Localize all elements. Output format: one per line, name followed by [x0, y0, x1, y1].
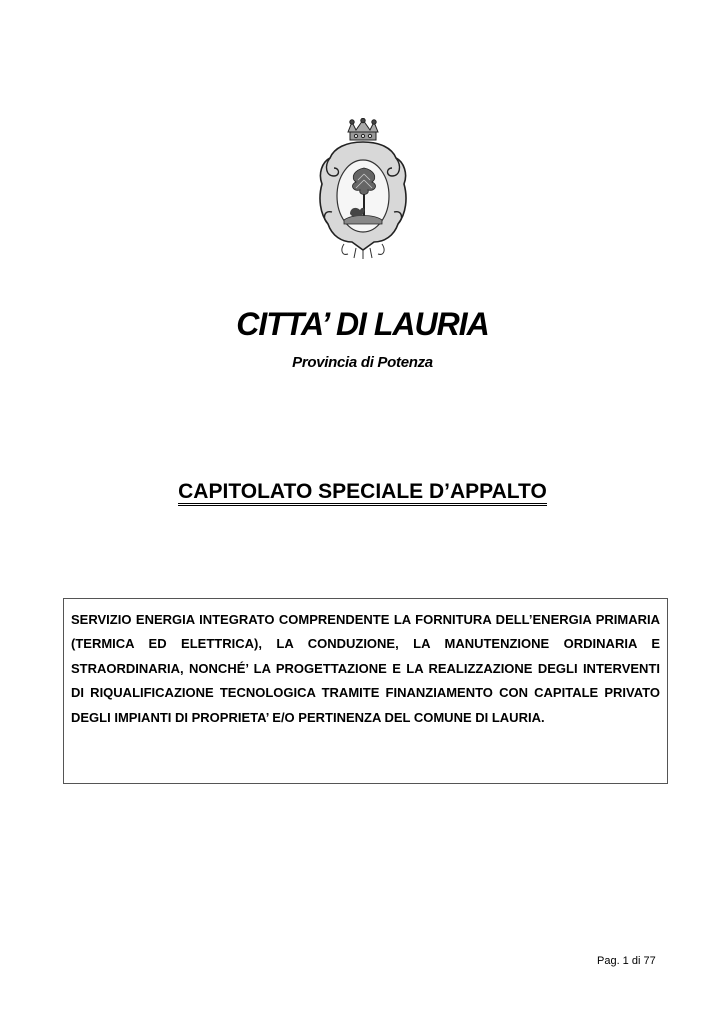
animal-icon	[350, 208, 365, 216]
page-number: Pag. 1 di 77	[597, 955, 656, 967]
city-title: CITTA’ DI LAURIA	[236, 306, 489, 342]
city-crest-emblem	[314, 118, 412, 260]
crown-icon	[348, 118, 378, 140]
service-description-box	[63, 598, 668, 784]
province-subtitle: Provincia di Potenza	[292, 354, 433, 371]
document-title	[0, 480, 725, 504]
document-title-text: CAPITOLATO SPECIALE D’APPALTO	[178, 480, 547, 506]
service-description-text: SERVIZIO ENERGIA INTEGRATO COMPRENDENTE LA FORNITURA DELL’ENERGIA PRIMARIA (TERMICA ED ELETTRICA), LA CONDUZIONE, LA MANUTENZIONE ORDINARIA E STRAORDINARIA, NONCHÉ’ LA PROGETTAZIONE E LA REALIZZAZIONE DEGLI INTERVENTI DI RIQUALIFICAZIONE TECNOLOGICA TRAMITE FINANZIAMENTO CON CAPITALE PRIVATO DEGLI IMPIANTI DI PROPRIETA’ E/O PERTINENZA DEL COMUNE DI LAURIA.	[71, 612, 660, 725]
